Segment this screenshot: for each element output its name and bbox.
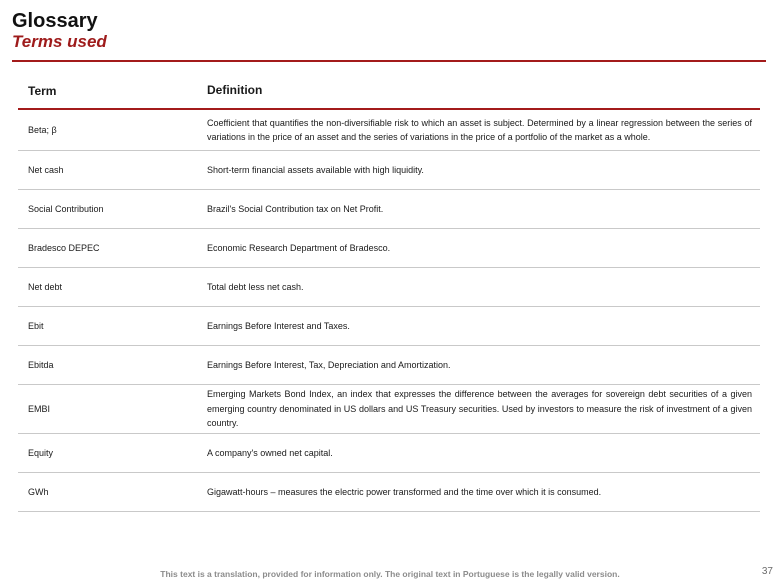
glossary-definition: Emerging Markets Bond Index, an index that expresses the difference between the averages for sovereign debt securities of a given emerging country denominated in US dollars and US Treasury securities. Used by investors to measure the risk of investment of a given country. [207, 389, 752, 429]
definition-column-header: Definition [207, 83, 263, 98]
glossary-row-ebit [18, 307, 760, 346]
glossary-definition: A company's owned net capital. [207, 447, 333, 458]
glossary-term: Equity [28, 448, 54, 458]
header-divider [12, 60, 766, 62]
page-number: 37 [761, 566, 773, 577]
glossary-row-equity [18, 434, 760, 473]
glossary-definition: Gigawatt-hours – measures the electric power transformed and the time over which it is consumed. [207, 486, 602, 497]
term-column-header: Term [28, 83, 57, 98]
page-title: Glossary [12, 10, 98, 32]
glossary-term: Net cash [28, 165, 64, 175]
glossary-term: Net debt [28, 282, 63, 292]
glossary-definition: Short-term financial assets available with high liquidity. [207, 164, 424, 175]
glossary-term: Ebit [28, 321, 44, 331]
translation-disclaimer: This text is a translation, provided for information only. The original text in Portuguese is the legally valid version. [160, 569, 620, 579]
glossary-row-ebitda [18, 346, 760, 385]
glossary-term: GWh [28, 487, 49, 497]
glossary-term: EMBI [28, 404, 51, 414]
glossary-term: Ebitda [28, 360, 54, 370]
glossary-definition: Coefficient that quantifies the non-diversifiable risk to which an asset is subject. Determined by a linear regression between the series of variations in the price of an asset and the series of variations in the price of a portfolio of the market as a whole. [207, 117, 752, 142]
glossary-definition: Total debt less net cash. [207, 281, 304, 292]
glossary-row-embi [18, 385, 760, 434]
glossary-definition: Earnings Before Interest, Tax, Depreciation and Amortization. [207, 359, 451, 370]
glossary-definition: Economic Research Department of Bradesco. [207, 242, 391, 253]
glossary-table [18, 73, 760, 512]
glossary-row-bradesco-depec [18, 229, 760, 268]
glossary-term: Social Contribution [28, 204, 104, 214]
glossary-row-gwh [18, 473, 760, 512]
glossary-term: Bradesco DEPEC [28, 243, 100, 253]
page-subtitle: Terms used [12, 32, 107, 51]
table-header-row [18, 73, 760, 110]
glossary-definition: Earnings Before Interest and Taxes. [207, 320, 350, 331]
glossary-row-net-debt [18, 268, 760, 307]
glossary-row-social-contribution [18, 190, 760, 229]
glossary-row-net-cash [18, 151, 760, 190]
glossary-row-beta [18, 110, 760, 151]
glossary-term: Beta; β [28, 125, 57, 135]
glossary-definition: Brazil's Social Contribution tax on Net Profit. [207, 203, 384, 214]
